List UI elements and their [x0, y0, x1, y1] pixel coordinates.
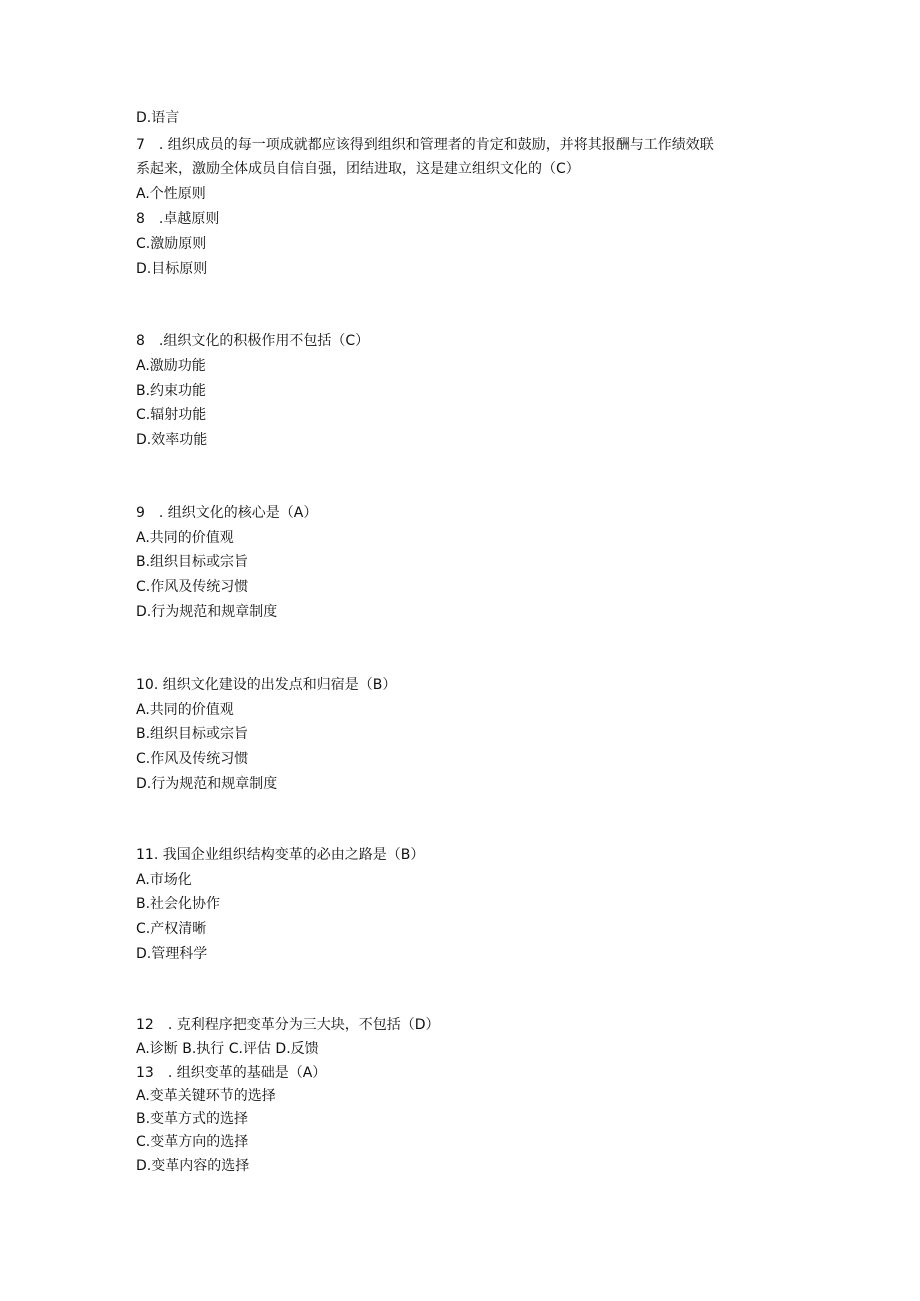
option-line: B.约束功能	[136, 383, 207, 399]
option-line: D.变革内容的选择	[136, 1158, 250, 1174]
option-line: D.效率功能	[136, 432, 208, 448]
option-line: A.激励功能	[136, 358, 206, 374]
option-line: C.激励原则	[136, 236, 207, 252]
option-line: D.语言	[136, 110, 180, 126]
option-line: A.市场化	[136, 872, 192, 888]
option-line: D.管理科学	[136, 946, 208, 962]
option-line: A.共同的价值观	[136, 702, 234, 718]
option-line: A.共同的价值观	[136, 530, 234, 546]
question-line: 7 . 组织成员的每一项成就都应该得到组织和管理者的肯定和鼓励，并将其报酬与工作绩效联	[136, 137, 714, 153]
option-line: A.变革关键环节的选择	[136, 1088, 276, 1104]
option-line: C.作风及传统习惯	[136, 579, 249, 595]
option-line: B.组织目标或宗旨	[136, 726, 249, 742]
option-line: A.个性原则	[136, 186, 206, 202]
option-line: B.组织目标或宗旨	[136, 554, 249, 570]
option-line: C.变革方向的选择	[136, 1134, 249, 1150]
option-line: D.目标原则	[136, 261, 208, 277]
question-line: 9 . 组织文化的核心是（A）	[136, 505, 318, 521]
option-line: D.行为规范和规章制度	[136, 604, 278, 620]
option-line: 8 .卓越原则	[136, 211, 220, 227]
question-line: 13 . 组织变革的基础是（A）	[136, 1065, 327, 1081]
question-line: 8 .组织文化的积极作用不包括（C）	[136, 333, 370, 349]
question-line: 10. 组织文化建设的出发点和归宿是（B）	[136, 677, 397, 693]
option-line: B.社会化协作	[136, 896, 221, 912]
option-line: B.变革方式的选择	[136, 1111, 249, 1127]
question-line: 11. 我国企业组织结构变革的必由之路是（B）	[136, 847, 425, 863]
question-line: 12 . 克利程序把变革分为三大块，不包括（D）	[136, 1017, 440, 1033]
option-line: A.诊断 B.执行 C.评估 D.反馈	[136, 1041, 319, 1057]
option-line: C.作风及传统习惯	[136, 751, 249, 767]
option-line: C.产权清晰	[136, 921, 207, 937]
option-line: D.行为规范和规章制度	[136, 776, 278, 792]
question-line-continued: 系起来，激励全体成员自信自强，团结进取，这是建立组织文化的（C）	[136, 161, 580, 177]
option-line: C.辐射功能	[136, 407, 207, 423]
